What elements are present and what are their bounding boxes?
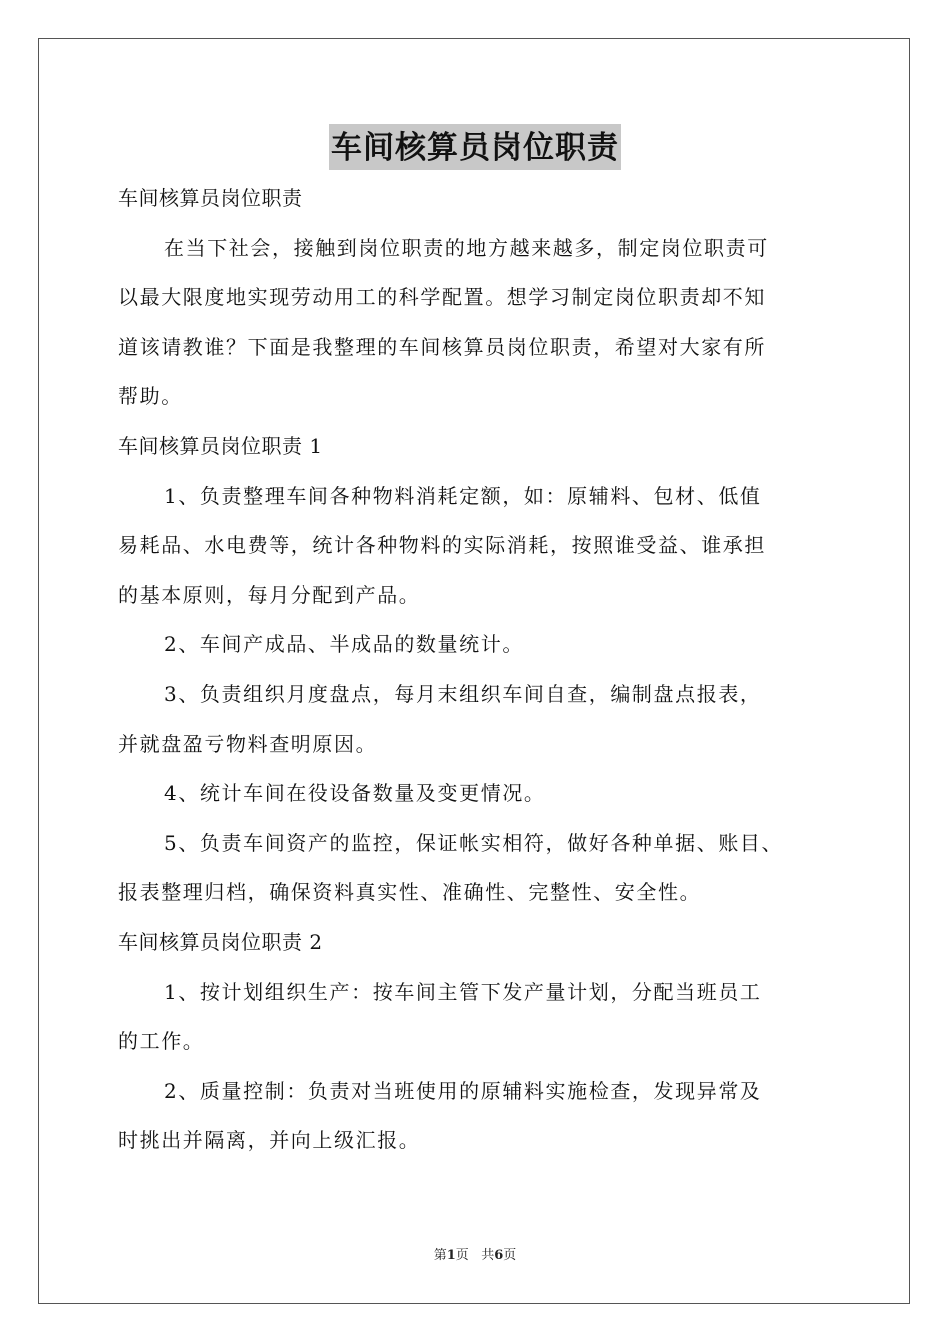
text-line: 3、负责组织月度盘点，每月末组织车间自查，编制盘点报表，	[164, 681, 762, 706]
text-line: 时挑出并隔离，并向上级汇报。	[118, 1128, 421, 1153]
page-footer	[0, 1244, 950, 1263]
text-line: 2、质量控制：负责对当班使用的原辅料实施检查，发现异常及	[164, 1078, 762, 1103]
document-text	[118, 178, 838, 1170]
text-line: 帮助。	[118, 384, 183, 409]
text-line: 道该请教谁？下面是我整理的车间核算员岗位职责，希望对大家有所	[118, 334, 766, 359]
text-line: 4、统计车间在役设备数量及变更情况。	[164, 781, 546, 806]
title-container	[118, 124, 832, 170]
footer-total-pages: 6	[494, 1248, 504, 1263]
footer-total-suffix: 页	[503, 1248, 517, 1263]
text-line: 报表整理归档，确保资料真实性、准确性、完整性、安全性。	[118, 880, 702, 905]
text-line: 5、负责车间资产的监控，保证帐实相符，做好各种单据、账目、	[164, 830, 784, 855]
text-line: 易耗品、水电费等，统计各种物料的实际消耗，按照谁受益、谁承担	[118, 533, 766, 558]
text-line: 的基本原则，每月分配到产品。	[118, 582, 421, 607]
section-heading: 车间核算员岗位职责	[118, 186, 303, 210]
document-title: 车间核算员岗位职责	[329, 124, 621, 170]
footer-total-prefix: 共	[481, 1248, 495, 1263]
text-line: 1、负责整理车间各种物料消耗定额，如：原辅料、包材、低值	[164, 483, 762, 508]
text-line: 以最大限度地实现劳动用工的科学配置。想学习制定岗位职责却不知	[118, 285, 766, 310]
text-line: 在当下社会，接触到岗位职责的地方越来越多，制定岗位职责可	[164, 235, 769, 260]
footer-page-number: 1	[446, 1248, 456, 1263]
text-line: 2、车间产成品、半成品的数量统计。	[164, 632, 524, 657]
footer-prefix: 第	[433, 1248, 447, 1263]
text-line: 的工作。	[118, 1029, 205, 1054]
section-heading: 车间核算员岗位职责 1	[118, 433, 323, 458]
text-line: 1、按计划组织生产：按车间主管下发产量计划，分配当班员工	[164, 979, 762, 1004]
section-heading: 车间核算员岗位职责 2	[118, 929, 323, 954]
footer-page-suffix: 页	[455, 1248, 469, 1263]
text-line: 并就盘盈亏物料查明原因。	[118, 731, 378, 756]
